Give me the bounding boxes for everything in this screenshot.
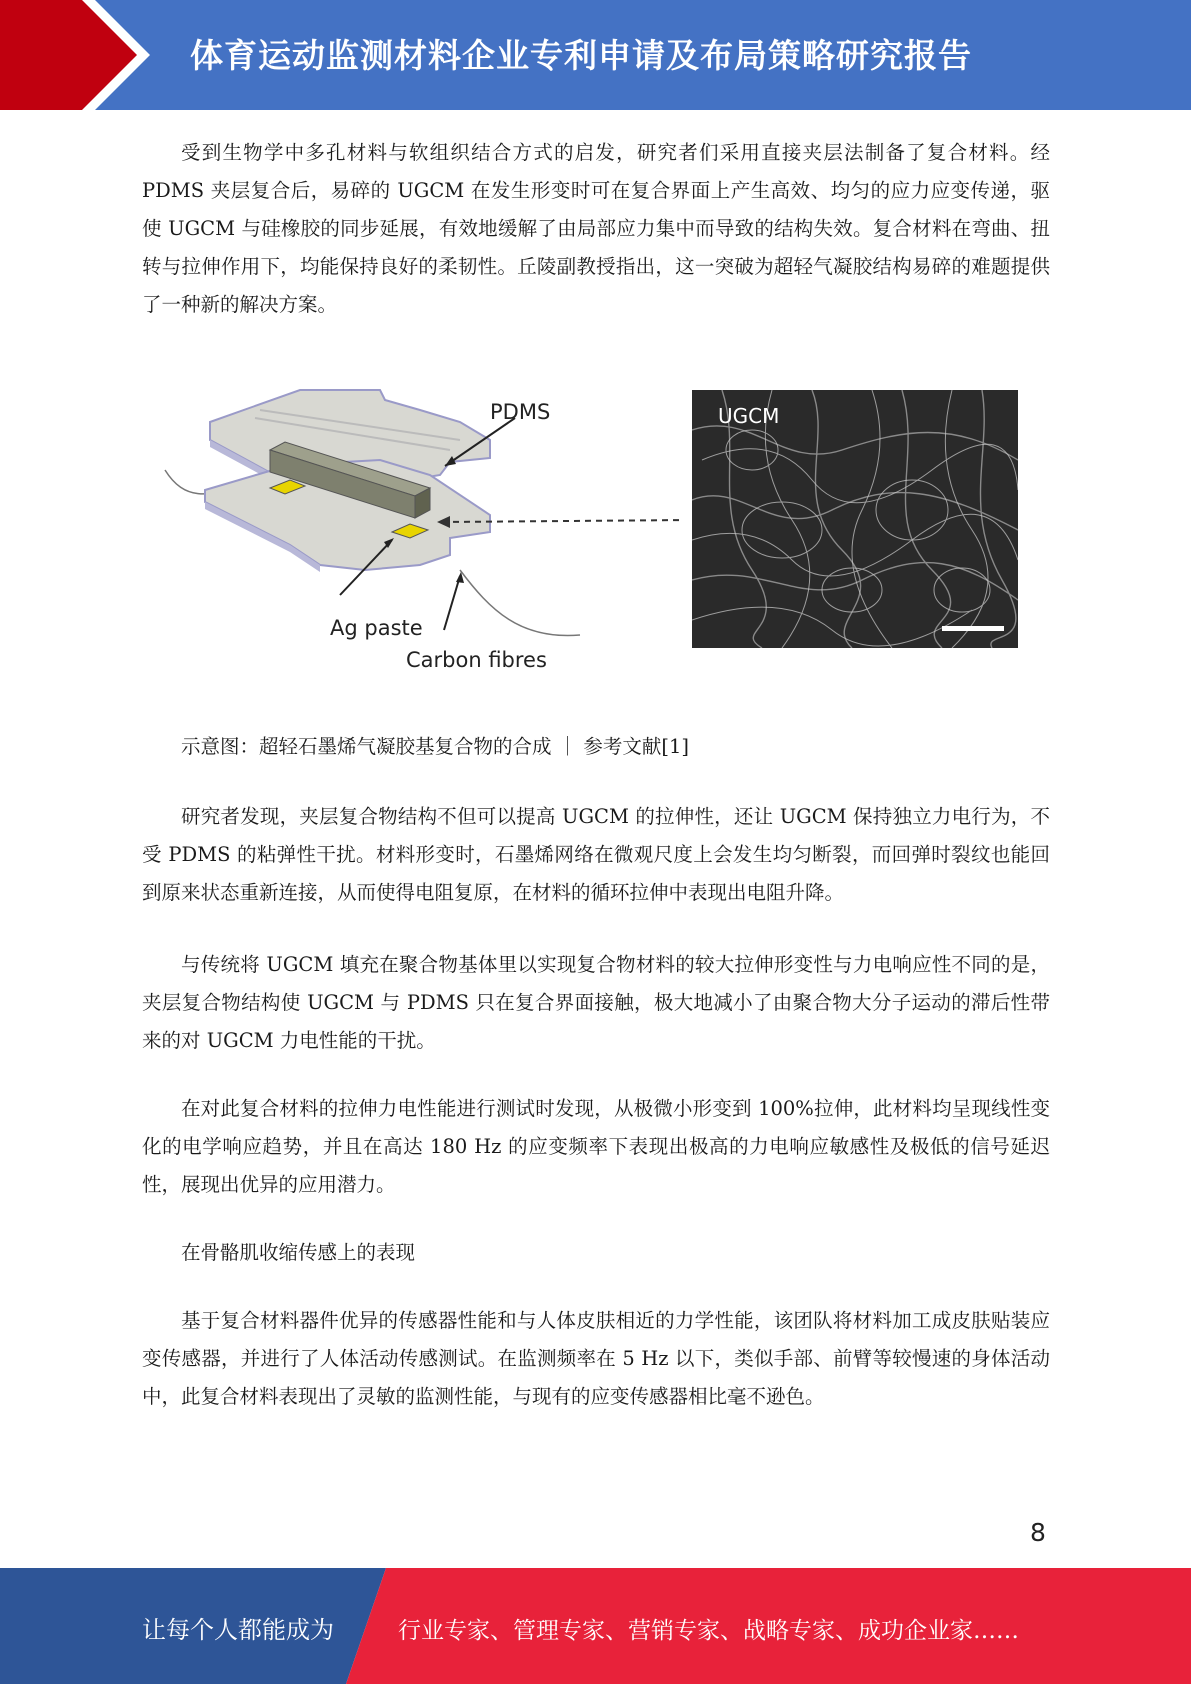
footer-slogan-right: 行业专家、管理专家、营销专家、战略专家、成功企业家…… [398,1618,1019,1644]
paragraph-2: 研究者发现，夹层复合物结构不但可以提高 UGCM 的拉伸性，还让 UGCM 保持独立力电行为，不受 PDMS 的粘弹性干扰。材料形变时，石墨烯网络在微观尺度上会发生均匀断裂，而回弹时裂纹也能回到原来状态重新连接，从而使得电阻复原，在材料的循环拉伸中表现出电阻升降。 [142,805,1050,904]
ag-paste-label: Ag paste [330,616,423,640]
paragraph-5: 基于复合材料器件优异的传感器性能和与人体皮肤相近的力学性能，该团队将材料加工成皮肤贴装应变传感器，并进行了人体活动传感测试。在监测频率在 5 Hz 以下，类似手部、前臂等较慢速的身体活动中，此复合材料表现出了灵敏的监测性能，与现有的应变传感器相比毫不逊色。 [142,1309,1050,1408]
report-title: 体育运动监测材料企业专利申请及布局策略研究报告 [190,36,972,75]
header-arrow-decoration [0,0,160,110]
pdms-label: PDMS [490,400,551,424]
ugcm-label: UGCM [718,404,780,428]
paragraph-4: 在对此复合材料的拉伸力电性能进行测试时发现，从极微小形变到 100%拉伸，此材料均呈现线性变化的电学响应趋势，并且在高达 180 Hz 的应变频率下表现出极高的力电响应敏感性及极低的信号延迟性，展现出优异的应用潜力。 [142,1097,1050,1196]
ugcm-sem-micrograph [692,390,1018,648]
paragraph-3: 与传统将 UGCM 填充在聚合物基体里以实现复合物材料的较大拉伸形变性与力电响应性不同的是，夹层复合物结构使 UGCM 与 PDMS 只在复合界面接触，极大地减小了由聚合物大分子运动的滞后性带来的对 UGCM 力电性能的干扰。 [142,953,1050,1052]
header-banner [0,0,1191,110]
section-subheading: 在骨骼肌收缩传感上的表现 [181,1241,416,1264]
figure-caption: 示意图：超轻石墨烯气凝胶基复合物的合成 ｜ 参考文献[1] [181,735,690,758]
page-number: 8 [1030,1518,1046,1547]
footer-banner [0,1568,1191,1684]
carbon-fibres-label: Carbon fibres [406,648,547,672]
paragraph-1: 受到生物学中多孔材料与软组织结合方式的启发，研究者们采用直接夹层法制备了复合材料。经 PDMS 夹层复合后，易碎的 UGCM 在发生形变时可在复合界面上产生高效、均匀的应力应变传递，驱使 UGCM 与硅橡胶的同步延展，有效地缓解了由局部应力集中而导致的结构失效。复合材料在弯曲、扭转与拉伸作用下，均能保持良好的柔韧性。丘陵副教授指出，这一突破为超轻气凝胶结构易碎的难题提供了一种新的解决方案。 [142,141,1050,316]
footer-slogan-left: 让每个人都能成为 [142,1616,334,1644]
composite-schematic-figure [160,380,1040,680]
